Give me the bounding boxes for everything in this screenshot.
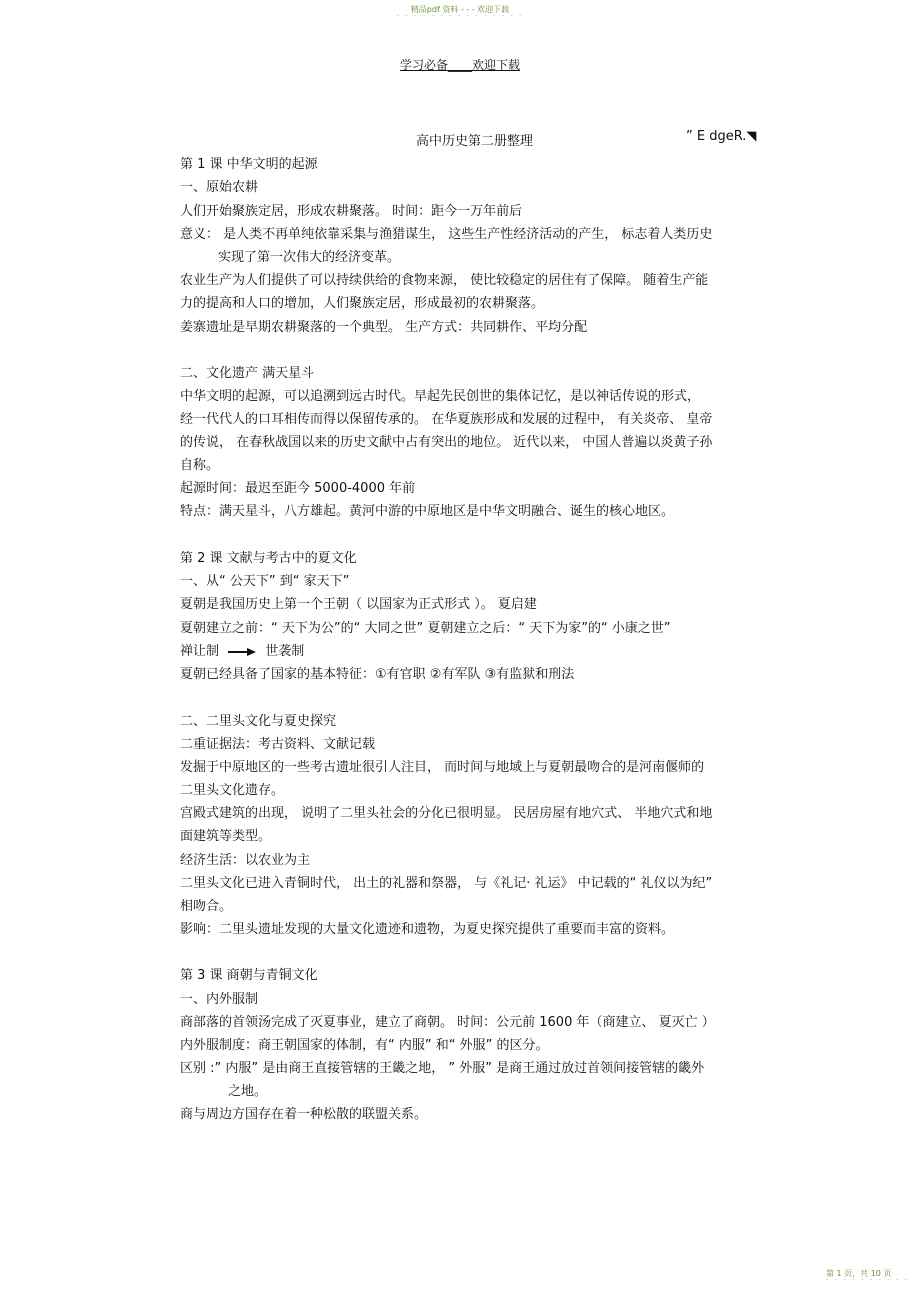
text-line: 影响：二里头遗址发现的大量文化遗迹和遗物，为夏史探究提供了重要而丰富的资料。	[180, 922, 675, 937]
title-mark: ” E dgeR.◥	[686, 129, 757, 144]
text-line: 宫殿式建筑的出现， 说明了二里头社会的分化已很明显。 民居房屋有地穴式、 半地穴式和地	[180, 806, 713, 821]
succession-line	[180, 640, 304, 659]
text-line: 二里头文化已进入青铜时代， 出土的礼器和祭器， 与《礼记· 礼运》 中记载的“ 礼仪以为纪”	[180, 876, 713, 891]
text-line: 夏朝是我国历史上第一个王朝（ 以国家为正式形式 ）。 夏启建	[180, 597, 537, 612]
text-line: 姜寨遗址是早期农耕聚落的一个典型。 生产方式：共同耕作、平均分配	[180, 320, 588, 335]
text-line: 起源时间：最迟至距今 5000-4000 年前	[180, 481, 416, 496]
text-line: 夏朝已经具备了国家的基本特征：①有官职 ②有军队 ③有监狱和刑法	[180, 667, 575, 682]
lesson-heading: 第 2 课 文献与考古中的夏文化	[180, 551, 357, 566]
text-line: 发掘于中原地区的一些考古遗址很引人注目， 而时间与地域上与夏朝最吻合的是河南偃师的	[180, 760, 705, 775]
text-line: 经济生活：以农业为主	[180, 853, 311, 868]
arrow-right-icon	[227, 647, 257, 657]
text-line: 面建筑等类型。	[180, 829, 272, 844]
section-heading: 二、二里头文化与夏史探究	[180, 714, 337, 729]
header-right: 欢迎下载	[472, 58, 521, 72]
top-watermark-dashes: - - - - - - - - - - - - - - -	[396, 12, 524, 20]
section-heading: 一、内外服制	[180, 992, 259, 1007]
text-line: 内外服制度：商王朝国家的体制，有“ 内服” 和“ 外服” 的区分。	[180, 1038, 549, 1053]
page-header	[0, 56, 920, 73]
lesson-heading: 第 1 课 中华文明的起源	[180, 157, 318, 172]
text-line: 自称。	[180, 458, 220, 473]
text-line: 意义： 是人类不再单纯依靠采集与渔猎谋生， 这些生产性经济活动的产生， 标志着人类历史	[180, 227, 713, 242]
text-line: 力的提高和人口的增加，人们聚族定居，形成最初的农耕聚落。	[180, 296, 545, 311]
text-line: 实现了第一次伟大的经济变革。	[218, 250, 401, 265]
text-line: 二重证据法：考古资料、文献记载	[180, 737, 376, 752]
header-left: 学习必备	[399, 58, 448, 72]
header-blank: ____	[448, 58, 472, 72]
text-line: 农业生产为人们提供了可以持续供给的食物来源， 使比较稳定的居住有了保障。 随着生产能	[180, 273, 709, 288]
text-line: 区别 :” 内服” 是由商王直接管辖的王畿之地， ” 外服” 是商王通过放过首领间接管辖的畿外	[180, 1061, 705, 1076]
text-line: 特点：满天星斗，八方雄起。黄河中游的中原地区是中华文明融合、诞生的核心地区。	[180, 504, 675, 519]
section-heading: 二、文化遗产 满天星斗	[180, 366, 315, 381]
text-line: 的传说， 在春秋战国以来的历史文献中占有突出的地位。 近代以来， 中国人普遍以炎黄子孙	[180, 435, 713, 450]
text-line: 经一代代人的口耳相传而得以保留传承的。 在华夏族形成和发展的过程中， 有关炎帝、 皇帝	[180, 412, 713, 427]
page-number: 第 1 页，共 10 页	[826, 1269, 892, 1278]
text-line: 商部落的首领汤完成了灭夏事业，建立了商朝。 时间：公元前 1600 年（商建立、 夏灭亡 ）	[180, 1015, 715, 1030]
text-line: 二里头文化遗存。	[180, 783, 285, 798]
section-heading: 一、从“ 公天下” 到“ 家天下”	[180, 574, 350, 589]
text-line: 之地。	[228, 1084, 268, 1099]
text-line: 商与周边方国存在着一种松散的联盟关系。	[180, 1107, 428, 1122]
section-heading: 一、原始农耕	[180, 180, 259, 195]
footer-dashes: - - - - - - - - - -	[826, 1276, 910, 1284]
text-line: 人们开始聚族定居，形成农耕聚落。 时间：距今一万年前后	[180, 204, 523, 219]
text-line: 相吻合。	[180, 899, 233, 914]
document-title: 高中历史第二册整理	[416, 134, 534, 149]
lesson-heading: 第 3 课 商朝与青铜文化	[180, 968, 318, 983]
text-line: 夏朝建立之前：“ 天下为公”的“ 大同之世” 夏朝建立之后：“ 天下为家”的“ 小康之世”	[180, 621, 671, 636]
text-line: 中华文明的起源，可以追溯到远古时代。早起先民创世的集体记忆，是以神话传说的形式，	[180, 389, 701, 404]
top-watermark: 精品pdf 资料 - - - 欢迎下载	[410, 5, 510, 14]
hereditary-label: 世袭制	[265, 644, 305, 659]
abdication-label: 禅让制	[180, 644, 220, 659]
